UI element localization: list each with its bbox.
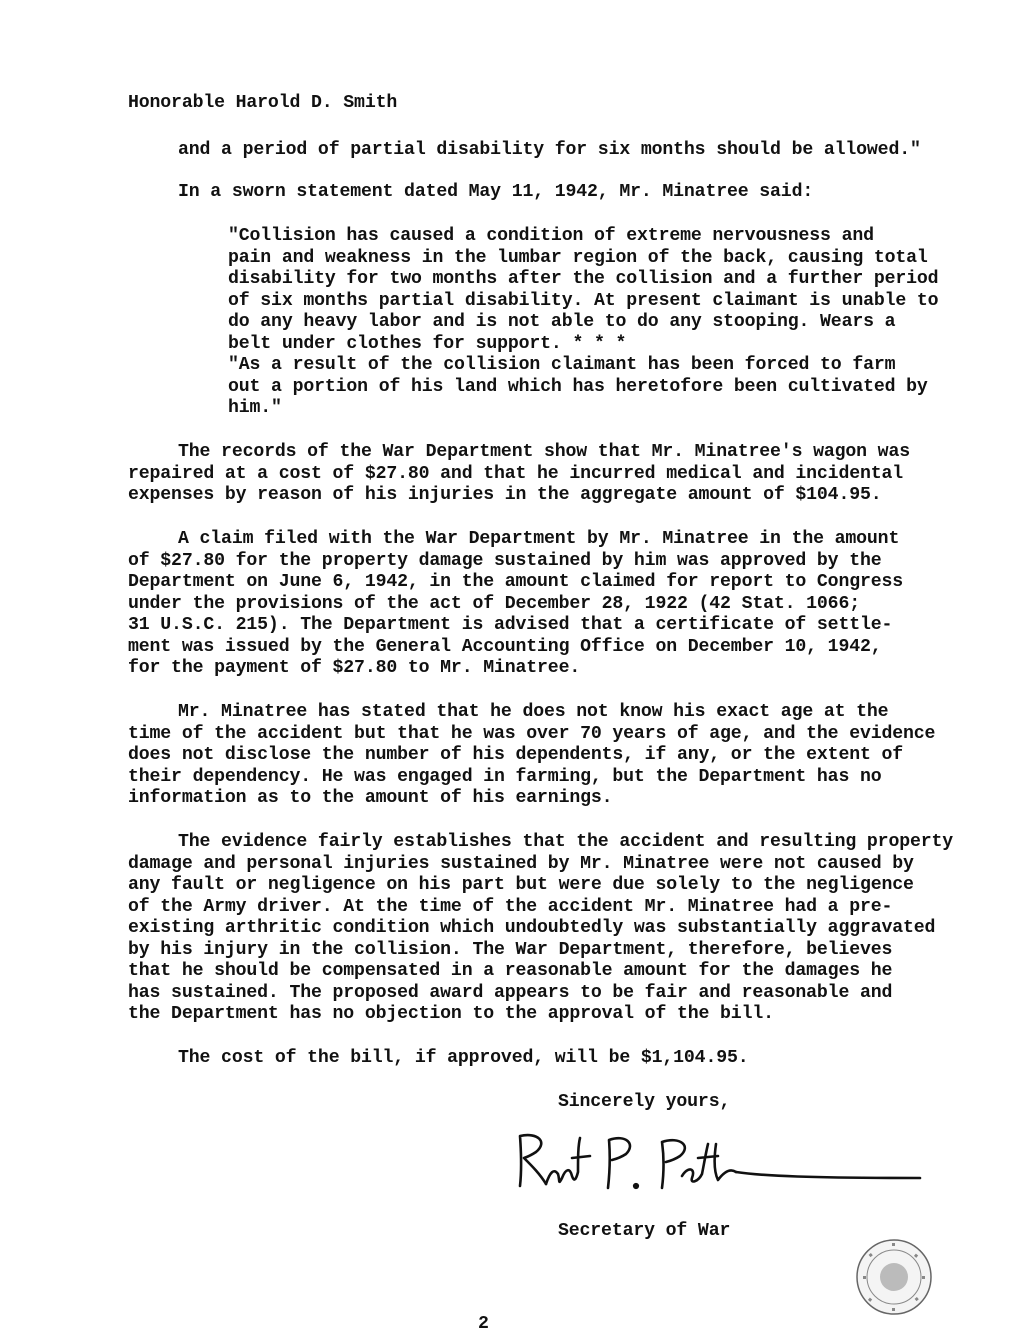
library-stamp-icon: [855, 1238, 933, 1316]
paragraph-first-line: The evidence fairly establishes that the accident and resulting property: [178, 832, 954, 852]
paragraph-line: that he should be compensated in a reasonable amount for the damages he: [128, 961, 893, 981]
quote-line: him.": [228, 398, 282, 418]
paragraph-line: information as to the amount of his earnings.: [128, 788, 613, 808]
paragraph-line: ment was issued by the General Accounting Office on December 10, 1942,: [128, 636, 882, 657]
closing: Sincerely yours,: [558, 1092, 731, 1112]
paragraph-line: 31 U.S.C. 215). The Department is advised that a certificate of settle-: [128, 615, 893, 635]
intro-statement: In a sworn statement dated May 11, 1942, Mr. Minatree said:: [178, 182, 814, 202]
paragraph-first-line: A claim filed with the War Department by Mr. Minatree in the amount: [178, 529, 900, 549]
signer-title: Secretary of War: [558, 1221, 731, 1241]
paragraph-line: any fault or negligence on his part but were due solely to the negligence: [128, 875, 914, 895]
paragraph-line: their dependency. He was engaged in farming, but the Department has no: [128, 766, 882, 787]
quote-line: out a portion of his land which has heretofore been cultivated by: [228, 376, 928, 397]
paragraph-line: of the Army driver. At the time of the accident Mr. Minatree had a pre-: [128, 896, 893, 917]
paragraph-line: under the provisions of the act of December 28, 1922 (42 Stat. 1066;: [128, 593, 860, 614]
paragraph-first-line: Mr. Minatree has stated that he does not know his exact age at the: [178, 702, 889, 722]
quote-continuation: and a period of partial disability for six months should be allowed.": [178, 140, 921, 160]
paragraph-line: Department on June 6, 1942, in the amount claimed for report to Congress: [128, 572, 904, 592]
paragraph-cost: The cost of the bill, if approved, will be $1,104.95.: [178, 1048, 749, 1068]
signature: [512, 1128, 922, 1196]
paragraph-line: by his injury in the collision. The War Department, therefore, believes: [128, 939, 893, 960]
paragraph-line: damage and personal injuries sustained by Mr. Minatree were not caused by: [128, 853, 914, 874]
paragraph-line: repaired at a cost of $27.80 and that he incurred medical and incidental: [128, 463, 904, 484]
paragraph-line: for the payment of $27.80 to Mr. Minatree.: [128, 658, 581, 678]
paragraph-line: has sustained. The proposed award appears to be fair and reasonable and: [128, 982, 893, 1003]
paragraph-line: does not disclose the number of his dependents, if any, or the extent of: [128, 745, 904, 765]
quote-line: pain and weakness in the lumbar region of the back, causing total: [228, 247, 928, 268]
quote-line: do any heavy labor and is not able to do any stooping. Wears a: [228, 312, 896, 332]
paragraph-line: existing arthritic condition which undoubtedly was substantially aggravated: [128, 918, 936, 938]
paragraph-first-line: The records of the War Department show that Mr. Minatree's wagon was: [178, 442, 910, 462]
paragraph-line: expenses by reason of his injuries in the aggregate amount of $104.95.: [128, 485, 882, 505]
paragraph-line: time of the accident but that he was over 70 years of age, and the evidence: [128, 723, 936, 744]
quote-line: "Collision has caused a condition of extreme nervousness and: [228, 226, 874, 246]
paragraph-line: the Department has no objection to the approval of the bill.: [128, 1004, 774, 1024]
addressee: Honorable Harold D. Smith: [128, 93, 398, 113]
quote-line: "As a result of the collision claimant has been forced to farm: [228, 355, 896, 375]
paragraph-line: of $27.80 for the property damage sustained by him was approved by the: [128, 550, 882, 571]
quote-line: belt under clothes for support. * * *: [228, 333, 627, 354]
quote-line: disability for two months after the collision and a further period: [228, 269, 939, 289]
page-number: 2: [478, 1314, 489, 1334]
quote-line: of six months partial disability. At present claimant is unable to: [228, 290, 939, 311]
